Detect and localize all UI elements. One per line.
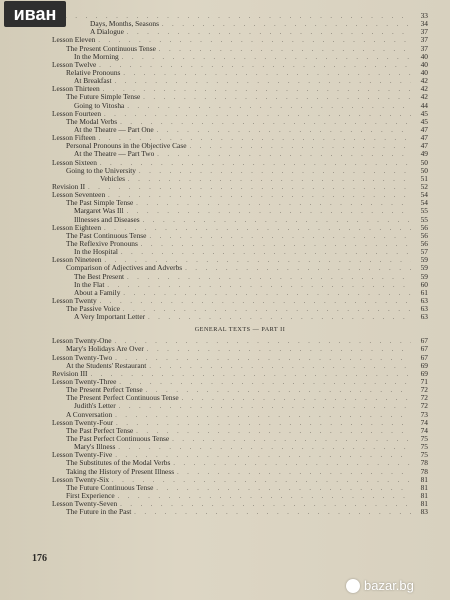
- toc-entry-title: The Reflexive Pronouns: [66, 239, 138, 248]
- toc-entry-page: 81: [420, 483, 428, 492]
- toc-entry-title: Lesson Twenty-One: [52, 337, 112, 346]
- watermark-logo-left: иван: [4, 1, 66, 27]
- toc-entry-page: 44: [420, 101, 428, 110]
- toc-entry: [52, 150, 428, 158]
- toc-entry: [52, 126, 428, 134]
- toc-entry-page: 50: [420, 166, 428, 175]
- toc-entry-title: The Future in the Past: [66, 508, 132, 517]
- toc-entry-page: 49: [420, 150, 428, 159]
- toc-entry-title: At Breakfast: [74, 77, 112, 86]
- toc-dot-leader: [162, 21, 411, 28]
- toc-dot-leader: [121, 249, 411, 256]
- toc-dot-leader: [123, 306, 411, 313]
- toc-entry-title: In the Morning: [74, 52, 119, 61]
- toc-dot-leader: [173, 460, 411, 467]
- toc-entry-page: 42: [420, 93, 428, 102]
- toc-entry-page: 69: [420, 361, 428, 370]
- toc-dot-leader: [136, 200, 411, 207]
- toc-entry-title: The Modal Verbs: [66, 117, 118, 126]
- toc-dot-leader: [88, 184, 411, 191]
- toc-entry: [52, 313, 428, 321]
- toc-entry: [52, 386, 428, 394]
- toc-entry-page: 45: [420, 109, 428, 118]
- toc-entry-title: At the Theatre — Part Two: [74, 150, 155, 159]
- toc-entry-page: 33: [420, 12, 428, 20]
- toc-entry-title: Lesson Fifteen: [52, 134, 96, 143]
- toc-entry: [52, 427, 428, 435]
- toc-entry: [52, 492, 428, 500]
- toc-entry-title: Lesson Seventeen: [52, 191, 106, 200]
- toc-entry-page: 72: [420, 386, 428, 395]
- toc-entry-title: The Past Perfect Continuous Tense: [66, 435, 170, 444]
- toc-entry-page: 67: [420, 337, 428, 346]
- toc-entry-title: Lesson Fourteen: [52, 109, 102, 118]
- toc-dot-leader: [147, 346, 411, 353]
- toc-entry-title: Comparison of Adjectives and Adverbs: [66, 264, 183, 273]
- toc-entry: [52, 175, 428, 183]
- toc-entry: [52, 102, 428, 110]
- toc-entry-title: A Very Important Letter: [74, 313, 146, 322]
- toc-entry: [52, 224, 428, 232]
- toc-entry-page: 56: [420, 223, 428, 232]
- toc-entry-page: 50: [420, 158, 428, 167]
- toc-entry: [52, 93, 428, 101]
- toc-entry-page: 81: [420, 475, 428, 484]
- toc-entry: [52, 419, 428, 427]
- toc-entry-title: The Substitutes of the Modal Verbs: [66, 459, 171, 468]
- toc-entry: [52, 402, 428, 410]
- toc-entry-title: The Passive Voice: [66, 305, 120, 314]
- toc-dot-leader: [190, 143, 412, 150]
- toc-entry-page: 78: [420, 459, 428, 468]
- toc-entry: [52, 45, 428, 53]
- toc-dot-leader: [185, 265, 411, 272]
- toc-entry-page: 59: [420, 264, 428, 273]
- toc-entry-page: 40: [420, 52, 428, 61]
- toc-dot-leader: [115, 355, 411, 362]
- toc-entry-page: 40: [420, 60, 428, 69]
- toc-entry-page: 61: [420, 288, 428, 297]
- toc-dot-leader: [159, 46, 411, 53]
- toc-entry-title: Taking the History of Present Illness: [66, 467, 175, 476]
- toc-part-two: [52, 337, 428, 516]
- toc-entry-title: About a Family: [74, 288, 121, 297]
- toc-entry-title: Going to the University: [66, 166, 136, 175]
- toc-dot-leader: [119, 403, 411, 410]
- toc-entry-title: The Future Continuous Tense: [66, 483, 154, 492]
- toc-dot-leader: [91, 371, 411, 378]
- toc-entry-page: 37: [420, 36, 428, 45]
- toc-dot-leader: [127, 274, 411, 281]
- toc-entry: [52, 216, 428, 224]
- toc-dot-leader: [128, 176, 411, 183]
- toc-dot-leader: [118, 444, 411, 451]
- toc-dot-leader: [123, 70, 411, 77]
- toc-dot-leader: [115, 338, 412, 345]
- toc-entry: [52, 28, 428, 36]
- toc-entry-title: First Experience: [66, 492, 115, 501]
- toc-entry-title: The Past Perfect Tense: [66, 426, 134, 435]
- watermark-logo-right: [346, 576, 446, 596]
- toc-dot-leader: [148, 314, 411, 321]
- toc-dot-leader: [146, 387, 411, 394]
- toc-entry-title: Personal Pronouns in the Objective Case: [66, 142, 187, 151]
- toc-part-one: [52, 12, 428, 321]
- toc-dot-leader: [104, 111, 411, 118]
- toc-entry-page: 75: [420, 443, 428, 452]
- toc-entry-title: Margaret Was Ill: [74, 207, 124, 216]
- table-of-contents: [52, 12, 428, 516]
- toc-dot-leader: [103, 86, 411, 93]
- toc-entry-title: Lesson Nineteen: [52, 256, 102, 265]
- toc-entry: [52, 191, 428, 199]
- toc-dot-leader: [108, 192, 411, 199]
- toc-entry-title: Lesson Twenty-Two: [52, 353, 113, 362]
- toc-dot-leader: [136, 428, 411, 435]
- toc-entry: [52, 345, 428, 353]
- toc-entry-page: 63: [420, 305, 428, 314]
- toc-dot-leader: [122, 54, 411, 61]
- toc-entry-page: 83: [420, 508, 428, 517]
- toc-entry-page: 78: [420, 467, 428, 476]
- toc-entry: [52, 232, 428, 240]
- toc-entry: [52, 484, 428, 492]
- toc-entry-title: Lesson Sixteen: [52, 158, 97, 167]
- toc-dot-leader: [139, 168, 411, 175]
- toc-dot-leader: [116, 420, 411, 427]
- toc-entry-page: 42: [420, 85, 428, 94]
- toc-entry-title: A Dialogue: [90, 28, 124, 37]
- toc-entry-title: Lesson Twenty-Four: [52, 418, 114, 427]
- toc-entry: [52, 451, 428, 459]
- toc-dot-leader: [112, 477, 411, 484]
- toc-entry-title: Days, Months, Seasons: [90, 20, 159, 29]
- toc-entry-title: The Present Perfect Tense: [66, 386, 143, 395]
- toc-entry: [52, 118, 428, 126]
- toc-entry-title: Going to Vitosha: [74, 101, 125, 110]
- toc-dot-leader: [182, 395, 411, 402]
- toc-entry: [52, 134, 428, 142]
- toc-entry: [52, 459, 428, 467]
- toc-entry-page: 73: [420, 410, 428, 419]
- toc-entry: [52, 370, 428, 378]
- toc-entry-page: 75: [420, 435, 428, 444]
- toc-entry: [52, 110, 428, 118]
- toc-entry-title: A Conversation: [66, 410, 113, 419]
- toc-entry-page: 60: [420, 280, 428, 289]
- toc-entry-page: 59: [420, 256, 428, 265]
- toc-entry: [52, 297, 428, 305]
- toc-dot-leader: [120, 501, 411, 508]
- toc-entry-title: Lesson Twelve: [52, 60, 97, 69]
- toc-entry: [52, 183, 428, 191]
- toc-entry-title: Lesson Twenty-Five: [52, 451, 113, 460]
- toc-entry-page: 81: [420, 492, 428, 501]
- toc-entry-page: 37: [420, 28, 428, 37]
- toc-dot-leader: [156, 485, 411, 492]
- toc-entry-page: 56: [420, 231, 428, 240]
- toc-entry: [52, 20, 428, 28]
- bazar-logo-icon: [346, 579, 360, 593]
- toc-entry-page: 55: [420, 215, 428, 224]
- toc-entry-page: 81: [420, 500, 428, 509]
- toc-entry-title: Vehicles: [100, 174, 126, 183]
- toc-entry-page: 47: [420, 134, 428, 143]
- page-number: 176: [32, 553, 47, 564]
- toc-entry-title: Revision III: [52, 369, 88, 378]
- toc-entry-page: 71: [420, 378, 428, 387]
- toc-entry-title: The Future Simple Tense: [66, 93, 141, 102]
- toc-entry: [52, 240, 428, 248]
- toc-dot-leader: [99, 135, 411, 142]
- toc-dot-leader: [134, 509, 411, 516]
- toc-dot-leader: [127, 208, 411, 215]
- toc-entry-page: 34: [420, 20, 428, 29]
- toc-entry: [52, 362, 428, 370]
- toc-dot-leader: [100, 298, 411, 305]
- toc-entry-title: Relative Pronouns: [66, 68, 121, 77]
- toc-dot-leader: [141, 241, 411, 248]
- toc-entry: [52, 256, 428, 264]
- toc-entry: [52, 500, 428, 508]
- toc-entry: [52, 281, 428, 289]
- toc-entry: [52, 476, 428, 484]
- toc-dot-leader: [157, 127, 411, 134]
- toc-dot-leader: [120, 119, 411, 126]
- toc-entry-page: 52: [420, 182, 428, 191]
- toc-dot-leader: [115, 452, 411, 459]
- toc-entry: [52, 354, 428, 362]
- toc-dot-leader: [127, 103, 411, 110]
- toc-entry-page: 40: [420, 68, 428, 77]
- toc-dot-leader: [104, 225, 411, 232]
- toc-entry-page: 37: [420, 44, 428, 53]
- toc-entry-title: The Past Continuous Tense: [66, 231, 147, 240]
- toc-entry-page: 75: [420, 451, 428, 460]
- toc-entry-page: 63: [420, 296, 428, 305]
- toc-entry: [52, 378, 428, 386]
- toc-entry: [52, 248, 428, 256]
- toc-entry-title: Mary's Illness: [74, 443, 116, 452]
- toc-entry: [52, 337, 428, 345]
- toc-entry: [52, 411, 428, 419]
- toc-entry-title: Lesson Twenty-Seven: [52, 500, 118, 509]
- toc-entry: [52, 77, 428, 85]
- toc-entry-page: 72: [420, 394, 428, 403]
- watermark-text: bazar.bg: [364, 578, 414, 593]
- toc-entry-page: 51: [420, 174, 428, 183]
- toc-dot-leader: [149, 363, 411, 370]
- toc-entry-title: Mary's Holidays Are Over: [66, 345, 144, 354]
- toc-entry: [52, 443, 428, 451]
- toc-dot-leader: [100, 160, 411, 167]
- toc-entry-title: Lesson Thirteen: [52, 85, 100, 94]
- toc-entry-title: Lesson Twenty-Three: [52, 378, 117, 387]
- toc-dot-leader: [177, 469, 411, 476]
- toc-entry: [52, 394, 428, 402]
- toc-entry: [52, 273, 428, 281]
- toc-entry-title: The Past Simple Tense: [66, 199, 134, 208]
- toc-entry: [52, 264, 428, 272]
- toc-dot-leader: [104, 257, 411, 264]
- toc-dot-leader: [115, 412, 411, 419]
- toc-entry-title: Illnesses and Diseases: [74, 215, 140, 224]
- toc-entry: [52, 159, 428, 167]
- toc-entry: [52, 305, 428, 313]
- toc-entry-page: 57: [420, 248, 428, 257]
- toc-entry-title: Judith's Letter: [74, 402, 116, 411]
- toc-entry: [52, 468, 428, 476]
- toc-entry-title: At the Students' Restaurant: [66, 361, 147, 370]
- toc-entry: [52, 508, 428, 516]
- toc-dot-leader: [55, 13, 411, 20]
- toc-entry-page: 47: [420, 125, 428, 134]
- toc-entry-title: The Present Perfect Continuous Tense: [66, 394, 179, 403]
- toc-dot-leader: [123, 290, 411, 297]
- toc-entry-page: 54: [420, 191, 428, 200]
- toc-dot-leader: [115, 78, 411, 85]
- toc-entry: [52, 85, 428, 93]
- toc-entry: [52, 199, 428, 207]
- toc-entry-title: In the Hospital: [74, 248, 118, 257]
- toc-dot-leader: [157, 151, 411, 158]
- toc-entry-page: 55: [420, 207, 428, 216]
- toc-entry-title: At the Theatre — Part One: [74, 125, 154, 134]
- toc-entry-title: Lesson Eighteen: [52, 223, 102, 232]
- toc-entry: [52, 36, 428, 44]
- toc-entry: [52, 167, 428, 175]
- toc-entry-page: 67: [420, 345, 428, 354]
- toc-dot-leader: [99, 62, 411, 69]
- toc-entry-title: Lesson Twenty: [52, 296, 97, 305]
- toc-entry-page: 74: [420, 418, 428, 427]
- toc-entry-title: The Best Present: [74, 272, 125, 281]
- toc-entry-page: 54: [420, 199, 428, 208]
- toc-dot-leader: [149, 233, 411, 240]
- toc-dot-leader: [107, 282, 411, 289]
- toc-entry-title: The Present Continuous Tense: [66, 44, 156, 53]
- toc-entry: [52, 289, 428, 297]
- toc-entry-page: 45: [420, 117, 428, 126]
- toc-entry-page: 74: [420, 426, 428, 435]
- toc-dot-leader: [119, 379, 411, 386]
- toc-entry: [52, 207, 428, 215]
- toc-entry: [52, 435, 428, 443]
- toc-entry: [52, 12, 428, 20]
- toc-entry-page: 67: [420, 353, 428, 362]
- toc-entry-title: In the Flat: [74, 280, 105, 289]
- toc-dot-leader: [143, 217, 411, 224]
- toc-entry: [52, 69, 428, 77]
- toc-entry-page: 69: [420, 369, 428, 378]
- toc-entry: [52, 53, 428, 61]
- toc-entry-page: 56: [420, 239, 428, 248]
- toc-entry-title: Revision II: [52, 182, 86, 191]
- toc-entry-page: 59: [420, 272, 428, 281]
- toc-dot-leader: [172, 436, 411, 443]
- toc-entry: [52, 61, 428, 69]
- toc-dot-leader: [118, 493, 411, 500]
- toc-entry-title: Lesson Twenty-Six: [52, 475, 110, 484]
- toc-entry-page: 42: [420, 77, 428, 86]
- toc-dot-leader: [143, 94, 411, 101]
- section-heading: GENERAL TEXTS — PART II: [194, 326, 286, 334]
- toc-dot-leader: [127, 29, 411, 36]
- toc-entry-page: 63: [420, 313, 428, 322]
- toc-entry-page: 72: [420, 402, 428, 411]
- toc-dot-leader: [98, 37, 411, 44]
- toc-entry: [52, 142, 428, 150]
- toc-entry-title: Lesson Eleven: [52, 36, 96, 45]
- toc-entry-page: 47: [420, 142, 428, 151]
